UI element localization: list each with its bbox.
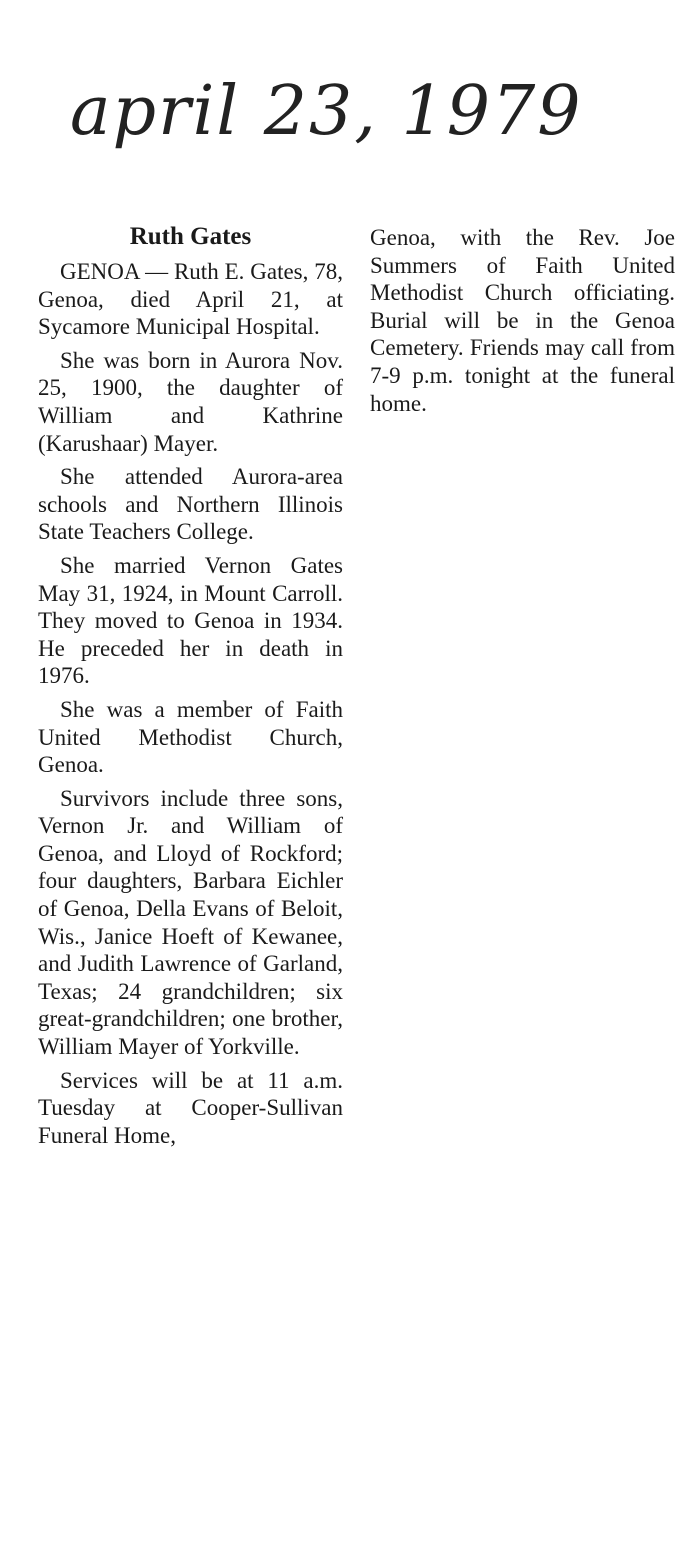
handwritten-date: april 23, 1979 xyxy=(70,72,583,151)
obituary-paragraph: She was a member of Faith United Methodist Church, Genoa. xyxy=(38,696,343,778)
obituary-continuation: Genoa, with the Rev. Joe Summers of Faith United Methodist Church officiating. Burial will be in the Genoa Cemetery. Friends may call from 7-9 p.m. tonight at the funeral home. xyxy=(370,225,675,416)
obituary-headline: Ruth Gates xyxy=(129,223,252,250)
obituary-paragraph: GENOA — Ruth E. Gates, 78, Genoa, died April 21, at Sycamore Municipal Hospital. xyxy=(38,259,343,340)
obituary-column-right xyxy=(370,224,675,423)
obituary-paragraph: She was born in Aurora Nov. 25, 1900, the daughter of William and Kathrine (Karushaar) Mayer. xyxy=(38,347,343,456)
obituary-paragraph: Services will be at 11 a.m. Tuesday at Cooper-Sullivan Funeral Home, xyxy=(38,1067,343,1148)
obituary-paragraph: Survivors include three sons, Vernon Jr. and William of Genoa, and Lloyd of Rockford; four daughters, Barbara Eichler of Genoa, Della Evans of Beloit, Wis., Janice Hoeft of Kewanee, and Judith Lawrence of Garland, Texas; 24 grandchildren; six great-grandchildren; one brother, William Mayer of Yorkville. xyxy=(38,785,343,1060)
obituary-column-left xyxy=(38,222,343,1155)
obituary-paragraph: She married Vernon Gates May 31, 1924, in Mount Carroll. They moved to Genoa in 1934. He preceded her in death in 1976. xyxy=(38,552,343,689)
obituary-paragraph: She attended Aurora-area schools and Northern Illinois State Teachers College. xyxy=(38,464,343,545)
